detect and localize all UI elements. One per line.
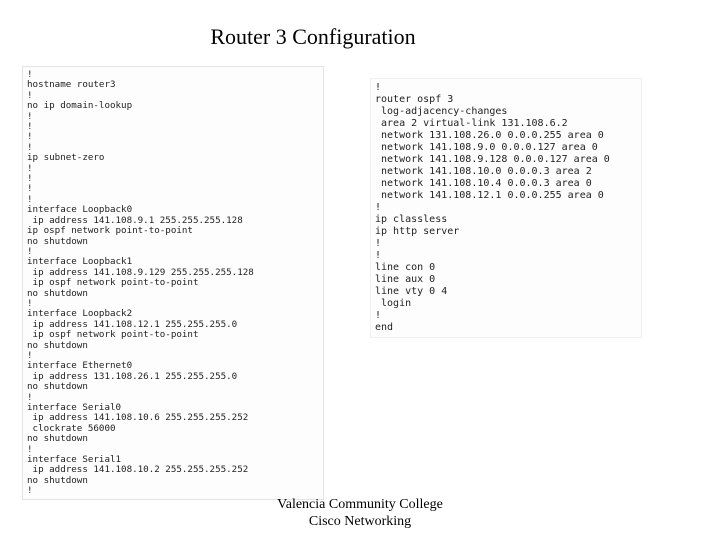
config-screenshot-left [22,66,324,500]
slide-title: Router 3 Configuration [210,24,416,49]
footer-program: Cisco Networking [308,514,412,529]
config-screenshot-right [370,78,642,338]
footer-institution: Valencia Community College [277,497,443,512]
footer [0,496,720,530]
config-text-right: ! router ospf 3 log-adjacency-changes area 2 virtual-link 131.108.6.2 network 131.108.26.0 0.0.0.255 area 0 network 141.108.9.0 0.0.0.127 area 0 network 141.108.9.128 0.0.0.127 area 0 network 141.108.10.0 0.0.0.3 area 2 network 141.108.10.4 0.0.0.3 area 0 network 141.108.12.1 0.0.0.255 area 0 ! ip classless ip http server ! ! line con 0 line aux 0 line vty 0 4 login ! end [375,82,610,333]
config-text-left: ! hostname router3 ! no ip domain-lookup ! ! ! ! ip subnet-zero ! ! ! ! interface Loopback0 ip address 141.108.9.1 255.255.255.128 ip ospf network point-to-point no shutdown ! interface Loopback1 ip address 141.108.9.129 255.255.255.128 ip ospf network point-to-point no shutdown ! interface Loopback2 ip address 141.108.12.1 255.255.255.0 ip ospf network point-to-point no shutdown ! interface Ethernet0 ip address 131.108.26.1 255.255.255.0 no shutdown ! interface Serial0 ip address 141.108.10.6 255.255.255.252 clockrate 56000 no shutdown ! interface Serial1 ip address 141.108.10.2 255.255.255.252 no shutdown ! [27,69,254,497]
